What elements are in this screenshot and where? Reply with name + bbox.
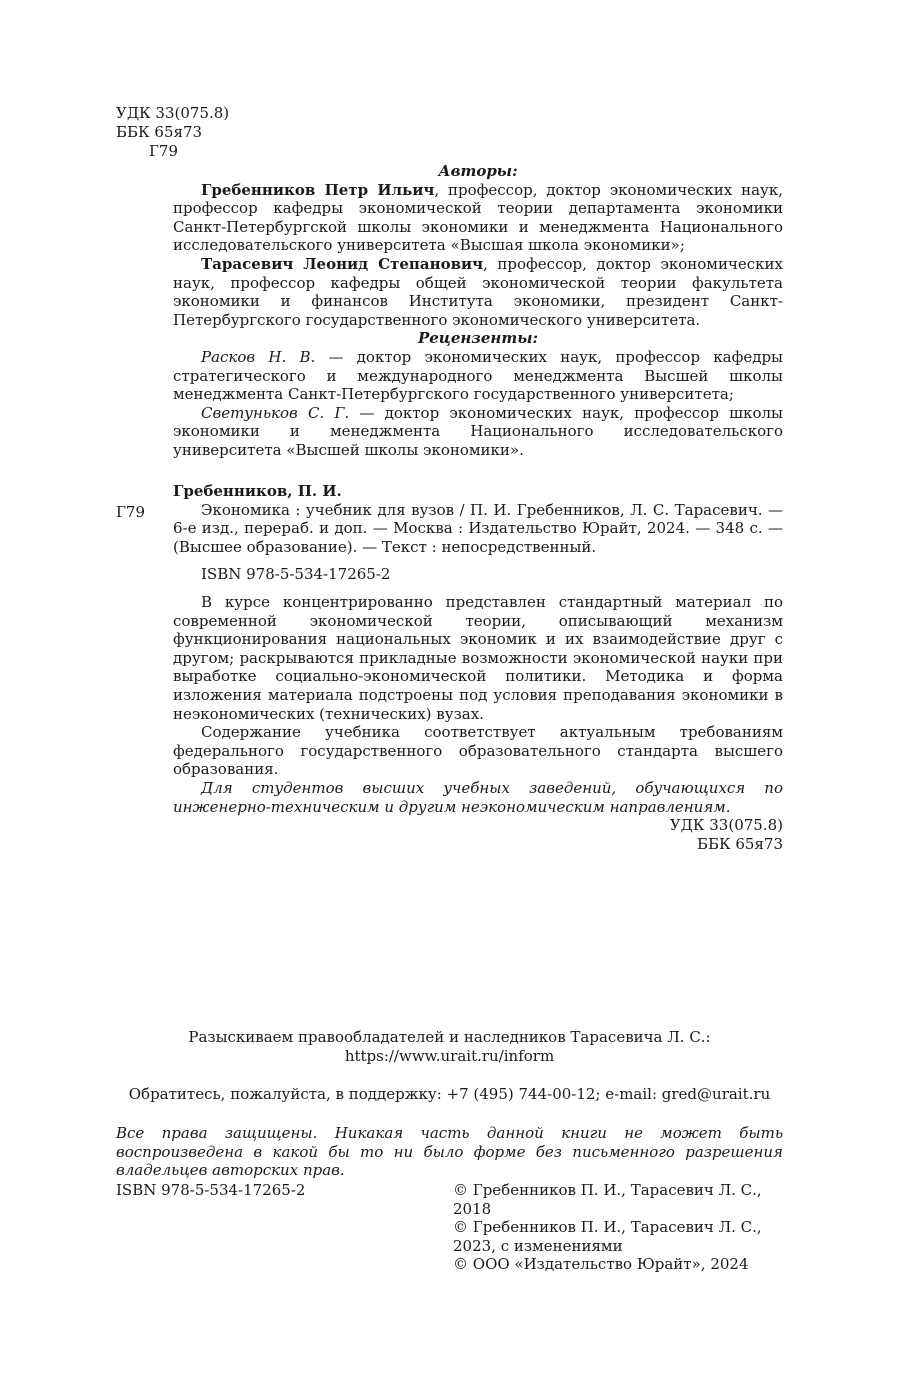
- udk-bottom: УДК 33(075.8): [669, 816, 783, 835]
- bbk-top: ББК 65я73: [116, 123, 203, 141]
- authors-section: [173, 162, 783, 460]
- reviewer-name: Светуньков С. Г.: [201, 403, 350, 422]
- isbn-bottom: ISBN 978-5-534-17265-2: [116, 1181, 306, 1199]
- biblio-description: Экономика : учебник для вузов / П. И. Гребенников, Л. С. Тарасевич. — 6-е изд., перераб. и доп. — Москва : Издательство Юрайт, 2024. — 348 с. — (Высшее образование). — Текст : непосредственный.: [173, 500, 783, 556]
- author-sign: Г79: [116, 503, 146, 521]
- rights-holders-notice: [116, 1028, 783, 1065]
- biblio-author-heading: Гребенников, П. И.: [173, 482, 342, 500]
- bibliographic-record: [173, 482, 783, 853]
- author-desc: , профессор, доктор экономических наук, профессор кафедры общей экономической теории факультета экономики и финансов Института экономики, президент Санкт-Петербургского государственного экономического университета.: [173, 254, 784, 329]
- bbk-bottom: ББК 65я73: [696, 834, 783, 853]
- reviewer-name: Расков Н. В.: [201, 347, 316, 366]
- rights-reserved: Все права защищены. Никакая часть данной книги не может быть воспроизведена в какой бы то ни было форме без письменного разрешения владельцев авторских прав.: [116, 1124, 783, 1180]
- author-entry: [173, 181, 783, 255]
- rights-holders-link[interactable]: https://www.urait.ru/inform: [344, 1046, 555, 1065]
- reviewer-desc: — доктор экономических наук, профессор школы экономики и менеджмента Национального исследовательского университета «Высшей школы экономики».: [173, 403, 783, 459]
- reviewer-desc: — доктор экономических наук, профессор кафедры стратегического и международного менеджмента Высшей школы менеджмента Санкт-Петербургского государственного университета;: [173, 347, 783, 404]
- copyright-line: © Гребенников П. И., Тарасевич Л. С., 2018: [453, 1181, 762, 1218]
- reviewer-entry: [173, 404, 783, 460]
- copyright-line: © Гребенников П. И., Тарасевич Л. С., 2023, с изменениями: [453, 1218, 762, 1255]
- annotation-paragraph: Содержание учебника соответствует актуальным требованиям федерального государственного образовательного стандарта высшего образования.: [173, 723, 783, 779]
- author-name: Тарасевич Леонид Степанович: [201, 254, 484, 273]
- copyright-line: © ООО «Издательство Юрайт», 2024: [453, 1255, 749, 1274]
- authors-heading: Авторы:: [438, 162, 518, 180]
- copyright-block: [453, 1181, 788, 1274]
- biblio-isbn: ISBN 978-5-534-17265-2: [201, 565, 391, 584]
- author-desc: , профессор, доктор экономических наук, профессор кафедры экономической теории департамента экономики Санкт-Петербургской школы экономики и менеджмента Национального исследовательского университета «Высшая школа экономики»;: [173, 180, 783, 255]
- annotation-paragraph: В курсе концентрированно представлен стандартный материал по современной экономической теории, описывающий механизм функционирования национальных экономик и их взаимодействие друг с другом; раскрываются прикладные возможности экономической науки при выработке социально-экономической политики. Методика и форма изложения материала подстроены под условия преподавания экономики в неэкономических (технических) вузах.: [173, 592, 783, 723]
- support-contact: Обратитесь, пожалуйста, в поддержку: +7 (495) 744-00-12; e-mail: gred@urait.ru: [128, 1085, 771, 1103]
- reviewer-entry: [173, 348, 783, 404]
- udk-top: УДК 33(075.8): [116, 104, 230, 122]
- audience-note: Для студентов высших учебных заведений, обучающихся по инженерно-техническим и другим неэкономическим направлениям.: [173, 778, 783, 816]
- reviewers-heading: Рецензенты:: [417, 329, 539, 348]
- author-sign-top: Г79: [149, 142, 179, 160]
- author-name: Гребенников Петр Ильич: [201, 180, 435, 199]
- rights-holders-text: Разыскиваем правообладателей и наследников Тарасевича Л. С.:: [188, 1028, 711, 1046]
- author-entry: [173, 255, 783, 329]
